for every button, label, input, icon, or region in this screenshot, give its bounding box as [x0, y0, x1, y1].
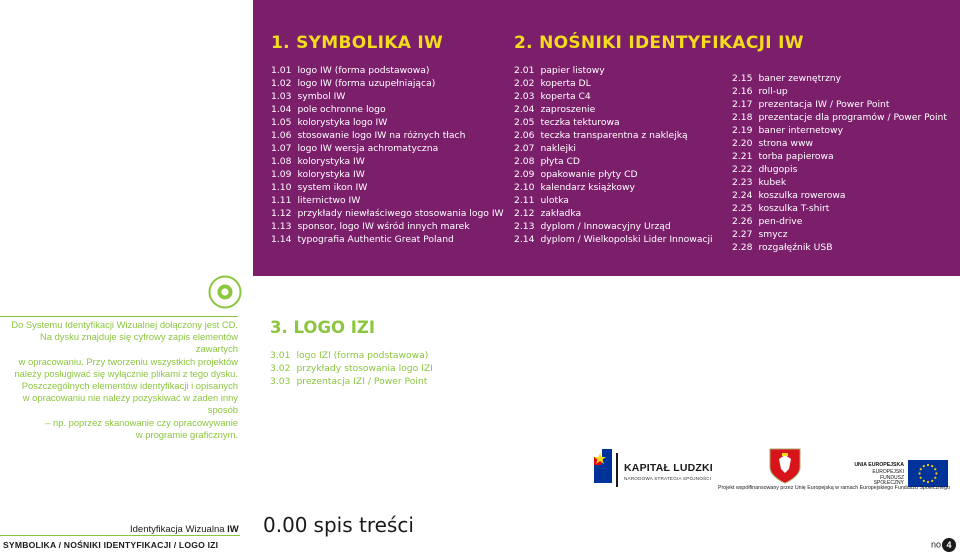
list-item [732, 111, 947, 124]
list-item-label: papier listowy [540, 65, 605, 76]
page-title [263, 513, 414, 538]
list-item-number: 1.05 [271, 117, 292, 128]
list-item [514, 64, 713, 77]
list-item-label: koperta C4 [540, 91, 591, 102]
list-item-label: typografia Authentic Great Poland [297, 234, 454, 245]
list-item-number: 2.25 [732, 203, 753, 214]
list-item-number: 1.04 [271, 104, 292, 115]
list-item [732, 163, 947, 176]
list-item-label: koszulka T-shirt [758, 203, 830, 214]
list-item-label: kubek [758, 177, 787, 188]
list-item [514, 220, 713, 233]
list-item [514, 194, 713, 207]
funding-note: Projekt współfinansowany przez Unię Europejską w ramach Europejskiego Funduszu Społecznego [718, 485, 951, 491]
list-item-label: logo IW (forma podstawowa) [297, 65, 430, 76]
list-item-number: 2.26 [732, 216, 753, 227]
list-item [270, 349, 433, 362]
list-item-label: teczka tekturowa [540, 117, 620, 128]
cd-note-line: należy posługiwać się wyłącznie plikami z tego dysku. [14, 367, 238, 379]
list-item-number: 2.09 [514, 169, 535, 180]
list-item-label: przykłady niewłaściwego stosowania logo IW [297, 208, 504, 219]
page-number [931, 538, 956, 552]
list-item-number: 3.03 [270, 376, 291, 387]
section3-title: 3. LOGO IZI [270, 318, 376, 337]
list-item-number: 2.02 [514, 78, 535, 89]
identity-label-text: Identyfikacja Wizualna [130, 524, 228, 535]
list-item-label: rozgałęźnik USB [758, 242, 833, 253]
list-item-label: długopis [758, 164, 798, 175]
list-item [271, 116, 504, 129]
cd-note-line: w opracowaniu. Przy tworzeniu wszystkich projektów [18, 355, 238, 367]
list-item [514, 129, 713, 142]
list-item-number: 1.09 [271, 169, 292, 180]
cd-note-line: Na dysku znajduje się cyfrowy zapis elementów zawartych [39, 331, 238, 355]
list-item-number: 1.01 [271, 65, 292, 76]
list-item [732, 124, 947, 137]
section2-list-col2 [732, 72, 947, 254]
list-item [514, 168, 713, 181]
section1-list [271, 64, 504, 246]
list-item [514, 77, 713, 90]
list-item [514, 233, 713, 246]
list-item-number: 2.24 [732, 190, 753, 201]
list-item-number: 1.10 [271, 182, 292, 193]
list-item [270, 375, 433, 388]
list-item [732, 98, 947, 111]
list-item-number: 2.05 [514, 117, 535, 128]
list-item-label: symbol IW [297, 91, 346, 102]
list-item-label: ulotka [540, 195, 569, 206]
list-item-number: 2.23 [732, 177, 753, 188]
coat-of-arms-icon [768, 447, 802, 485]
list-item-label: zakładka [540, 208, 582, 219]
cd-note-top-rule [0, 316, 238, 317]
list-item-number: 1.06 [271, 130, 292, 141]
list-item [271, 64, 504, 77]
kapital-ludzki-title: KAPITAŁ LUDZKI [624, 462, 713, 474]
list-item-label: zaproszenie [540, 104, 596, 115]
list-item-number: 1.12 [271, 208, 292, 219]
list-item-number: 2.03 [514, 91, 535, 102]
list-item [732, 150, 947, 163]
list-item-label: logo IW wersja achromatyczna [297, 143, 439, 154]
list-item [732, 215, 947, 228]
list-item-number: 2.13 [514, 221, 535, 232]
list-item-number: 2.28 [732, 242, 753, 253]
page-title-label: spis treści [313, 513, 414, 537]
list-item-number: 2.10 [514, 182, 535, 193]
list-item [732, 85, 947, 98]
list-item-label: prezentacja IZI / Power Point [296, 376, 428, 387]
list-item-number: 2.17 [732, 99, 753, 110]
list-item-label: dyplom / Wielkopolski Lider Innowacji [540, 234, 713, 245]
list-item-number: 2.22 [732, 164, 753, 175]
list-item-number: 2.19 [732, 125, 753, 136]
eu-flag-icon [908, 460, 948, 487]
section3-list [270, 349, 433, 388]
list-item-number: 1.11 [271, 195, 292, 206]
list-item [732, 189, 947, 202]
list-item-label: koperta DL [540, 78, 591, 89]
list-item-label: smycz [758, 229, 788, 240]
list-item-number: 1.03 [271, 91, 292, 102]
eu-subtitle: EUROPEJSKI FUNDUSZ SPOŁECZNY [872, 469, 904, 486]
cd-note-line: Poszczególnych elementów identyfikacji i opisanych [21, 380, 238, 392]
list-item [732, 72, 947, 85]
list-item [270, 362, 433, 375]
list-item [514, 207, 713, 220]
list-item-number: 2.04 [514, 104, 535, 115]
section2-title: 2. NOŚNIKI IDENTYFIKACJI IW [514, 33, 804, 53]
list-item-number: 1.02 [271, 78, 292, 89]
list-item-number: 2.11 [514, 195, 535, 206]
list-item-label: roll-up [758, 86, 788, 97]
list-item [732, 241, 947, 254]
list-item-label: kalendarz książkowy [540, 182, 635, 193]
list-item-label: strona www [758, 138, 813, 149]
list-item-label: pole ochronne logo [297, 104, 386, 115]
identity-label-bold: IW [227, 524, 239, 535]
list-item [514, 142, 713, 155]
list-item-number: 2.07 [514, 143, 535, 154]
list-item-label: koszulka rowerowa [758, 190, 846, 201]
section1-title: 1. SYMBOLIKA IW [271, 33, 444, 53]
list-item [271, 207, 504, 220]
list-item-label: kolorystyka IW [297, 156, 365, 167]
kapital-ludzki-subtitle: NARODOWA STRATEGIA SPÓJNOŚCI [624, 476, 712, 481]
list-item [732, 137, 947, 150]
page-title-number: 0.00 [263, 513, 308, 537]
list-item-label: kolorystyka IW [297, 169, 365, 180]
list-item [271, 220, 504, 233]
list-item-number: 1.14 [271, 234, 292, 245]
list-item-label: płyta CD [540, 156, 580, 167]
list-item [271, 77, 504, 90]
list-item-number: 2.15 [732, 73, 753, 84]
list-item-label: torba papierowa [758, 151, 834, 162]
list-item-label: prezentacje dla programów / Power Point [758, 112, 947, 123]
breadcrumb: SYMBOLIKA / NOŚNIKI IDENTYFIKACJI / LOGO IZI [3, 540, 219, 550]
cd-note-line: – np. poprzez skanowanie czy opracowywanie [45, 416, 238, 428]
list-item-number: 2.20 [732, 138, 753, 149]
list-item-label: pen-drive [758, 216, 803, 227]
footer-rule [0, 535, 240, 536]
list-item-label: liternictwo IW [297, 195, 361, 206]
list-item-label: stosowanie logo IW na różnych tłach [297, 130, 466, 141]
list-item-label: baner zewnętrzny [758, 73, 842, 84]
list-item-label: logo IZI (forma podstawowa) [296, 350, 429, 361]
list-item [271, 103, 504, 116]
list-item-number: 3.01 [270, 350, 291, 361]
list-item-label: teczka transparentna z naklejką [540, 130, 688, 141]
page-number-badge: 4 [942, 538, 956, 552]
list-item [271, 90, 504, 103]
list-item-number: 2.16 [732, 86, 753, 97]
list-item [732, 176, 947, 189]
list-item [514, 90, 713, 103]
list-item [271, 155, 504, 168]
list-item [514, 103, 713, 116]
list-item [514, 181, 713, 194]
list-item [271, 181, 504, 194]
list-item-number: 2.18 [732, 112, 753, 123]
list-item-label: przykłady stosowania logo IZI [296, 363, 433, 374]
list-item-number: 1.13 [271, 221, 292, 232]
list-item [514, 116, 713, 129]
eu-title: UNIA EUROPEJSKA [854, 462, 904, 468]
list-item-number: 2.27 [732, 229, 753, 240]
list-item-label: kolorystyka logo IW [297, 117, 388, 128]
list-item [271, 168, 504, 181]
list-item-number: 3.02 [270, 363, 291, 374]
list-item-number: 2.21 [732, 151, 753, 162]
list-item [514, 155, 713, 168]
cd-icon [208, 275, 242, 309]
identity-label [130, 524, 239, 535]
cd-note-line: w opracowaniu nie należy pozyskiwać w żaden inny sposób [22, 392, 238, 416]
list-item-number: 1.07 [271, 143, 292, 154]
list-item [271, 129, 504, 142]
list-item-number: 2.08 [514, 156, 535, 167]
list-item-label: baner internetowy [758, 125, 843, 136]
list-item-label: naklejki [540, 143, 576, 154]
list-item-number: 2.06 [514, 130, 535, 141]
list-item-label: system ikon IW [297, 182, 368, 193]
cd-note [0, 319, 238, 441]
section2-list-col1 [514, 64, 713, 246]
list-item-number: 1.08 [271, 156, 292, 167]
list-item [271, 194, 504, 207]
list-item-label: logo IW (forma uzupełniająca) [297, 78, 436, 89]
list-item [732, 202, 947, 215]
cd-note-line: Do Systemu Identyfikacji Wizualnej dołączony jest CD. [11, 319, 238, 330]
list-item-number: 2.01 [514, 65, 535, 76]
list-item-number: 2.14 [514, 234, 535, 245]
cd-note-line: w programie graficznym. [135, 428, 238, 440]
page-number-prefix: no [930, 539, 941, 550]
list-item-label: sponsor, logo IW wśród innych marek [297, 221, 470, 232]
list-item-number: 2.12 [514, 208, 535, 219]
list-item-label: dyplom / Innowacyjny Urząd [540, 221, 671, 232]
list-item-label: prezentacja IW / Power Point [758, 99, 890, 110]
list-item [271, 142, 504, 155]
list-item [732, 228, 947, 241]
list-item-label: opakowanie płyty CD [540, 169, 638, 180]
list-item [271, 233, 504, 246]
